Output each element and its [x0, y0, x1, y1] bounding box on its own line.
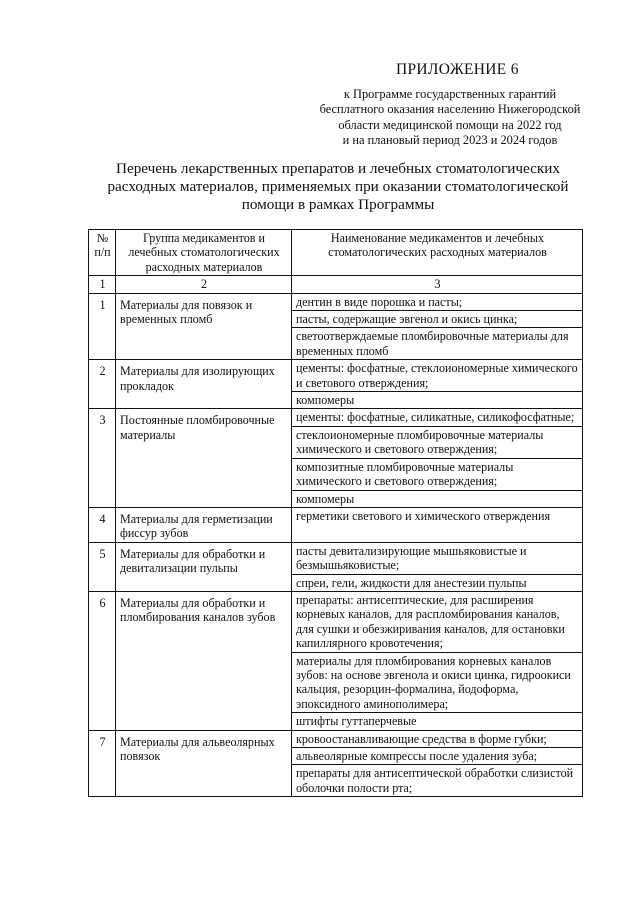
- table-header-row: [89, 230, 583, 276]
- row-number: 7: [89, 730, 116, 797]
- group-name: Материалы для обработки и пломбирования каналов зубов: [116, 591, 292, 730]
- group-name: Материалы для изолирующих прокладок: [116, 360, 292, 409]
- group-name: Материалы для альвеолярных повязок: [116, 730, 292, 797]
- material-item: альвеолярные компрессы после удаления зуба;: [292, 748, 583, 765]
- material-item: дентин в виде порошка и пасты;: [292, 293, 583, 310]
- material-item: штифты гуттаперчевые: [292, 713, 583, 730]
- document-title-line: помощи в рамках Программы: [241, 195, 435, 213]
- table-row: [89, 507, 583, 542]
- row-number: 1: [89, 293, 116, 360]
- column-index: 1: [89, 276, 116, 293]
- material-item: пасты, содержащие эвгенол и окись цинка;: [292, 311, 583, 328]
- table-row: [89, 591, 583, 652]
- group-name: Материалы для обработки и девитализации пульпы: [116, 542, 292, 591]
- table-row: [89, 360, 583, 392]
- appendix-title: ПРИЛОЖЕНИЕ 6: [396, 61, 519, 78]
- material-item: композитные пломбировочные материалы химического и светового отверждения;: [292, 458, 583, 490]
- header-name: Наименование медикаментов и лечебных стоматологических расходных материалов: [292, 230, 583, 276]
- group-name: Материалы для повязок и временных пломб: [116, 293, 292, 360]
- material-item: герметики светового и химического отверждения: [292, 507, 583, 542]
- document-title: [88, 160, 588, 213]
- material-item: препараты для антисептической обработки слизистой оболочки полости рта;: [292, 765, 583, 797]
- row-number: 6: [89, 591, 116, 730]
- row-number: 5: [89, 542, 116, 591]
- material-item: препараты: антисептические, для расширения корневых каналов, для распломбирования каналов, для сушки и обезжиривания каналов, для остановки капиллярного кровотечения;: [292, 591, 583, 652]
- table-row: [89, 730, 583, 747]
- row-number: 2: [89, 360, 116, 409]
- material-item: стеклоиономерные пломбировочные материалы химического и светового отверждения;: [292, 426, 583, 458]
- material-item: пасты девитализирующие мышьяковистые и безмышьяковистые;: [292, 542, 583, 574]
- appendix-subtitle: [300, 87, 600, 148]
- appendix-subtitle-line: области медицинской помощи на 2022 год: [338, 117, 562, 132]
- material-item: цементы: фосфатные, стеклоиономерные химического и светового отверждения;: [292, 360, 583, 392]
- material-item: компомеры: [292, 392, 583, 409]
- material-item: кровоостанавливающие средства в форме губки;: [292, 730, 583, 747]
- group-name: Постоянные пломбировочные материалы: [116, 409, 292, 507]
- row-number: 4: [89, 507, 116, 542]
- materials-table: [88, 229, 583, 797]
- material-item: цементы: фосфатные, силикатные, силикофосфатные;: [292, 409, 583, 426]
- header-number: № п/п: [89, 230, 116, 276]
- appendix-subtitle-line: и на плановый период 2023 и 2024 годов: [342, 132, 558, 147]
- material-item: компомеры: [292, 490, 583, 507]
- document-title-line: расходных материалов, применяемых при оказании стоматологической: [107, 177, 569, 195]
- material-item: материалы для пломбирования корневых каналов зубов: на основе эвгенола и окиси цинка, гидроокиси кальция, резорцин-формалина, йодоформа, эпоксидного аминополимера;: [292, 652, 583, 713]
- row-number: 3: [89, 409, 116, 507]
- document-title-line: Перечень лекарственных препаратов и лечебных стоматологических: [115, 160, 560, 177]
- table-row: [89, 409, 583, 426]
- table-column-index-row: [89, 276, 583, 293]
- column-index: 3: [292, 276, 583, 293]
- appendix-subtitle-line: бесплатного оказания населению Нижегородской: [319, 102, 581, 117]
- column-index: 2: [116, 276, 292, 293]
- group-name: Материалы для герметизации фиссур зубов: [116, 507, 292, 542]
- material-item: светоотверждаемые пломбировочные материалы для временных пломб: [292, 328, 583, 360]
- table-row: [89, 542, 583, 574]
- appendix-subtitle-line: к Программе государственных гарантий: [343, 87, 557, 101]
- header-group: Группа медикаментов и лечебных стоматологических расходных материалов: [116, 230, 292, 276]
- material-item: спреи, гели, жидкости для анестезии пульпы: [292, 574, 583, 591]
- table-row: [89, 293, 583, 310]
